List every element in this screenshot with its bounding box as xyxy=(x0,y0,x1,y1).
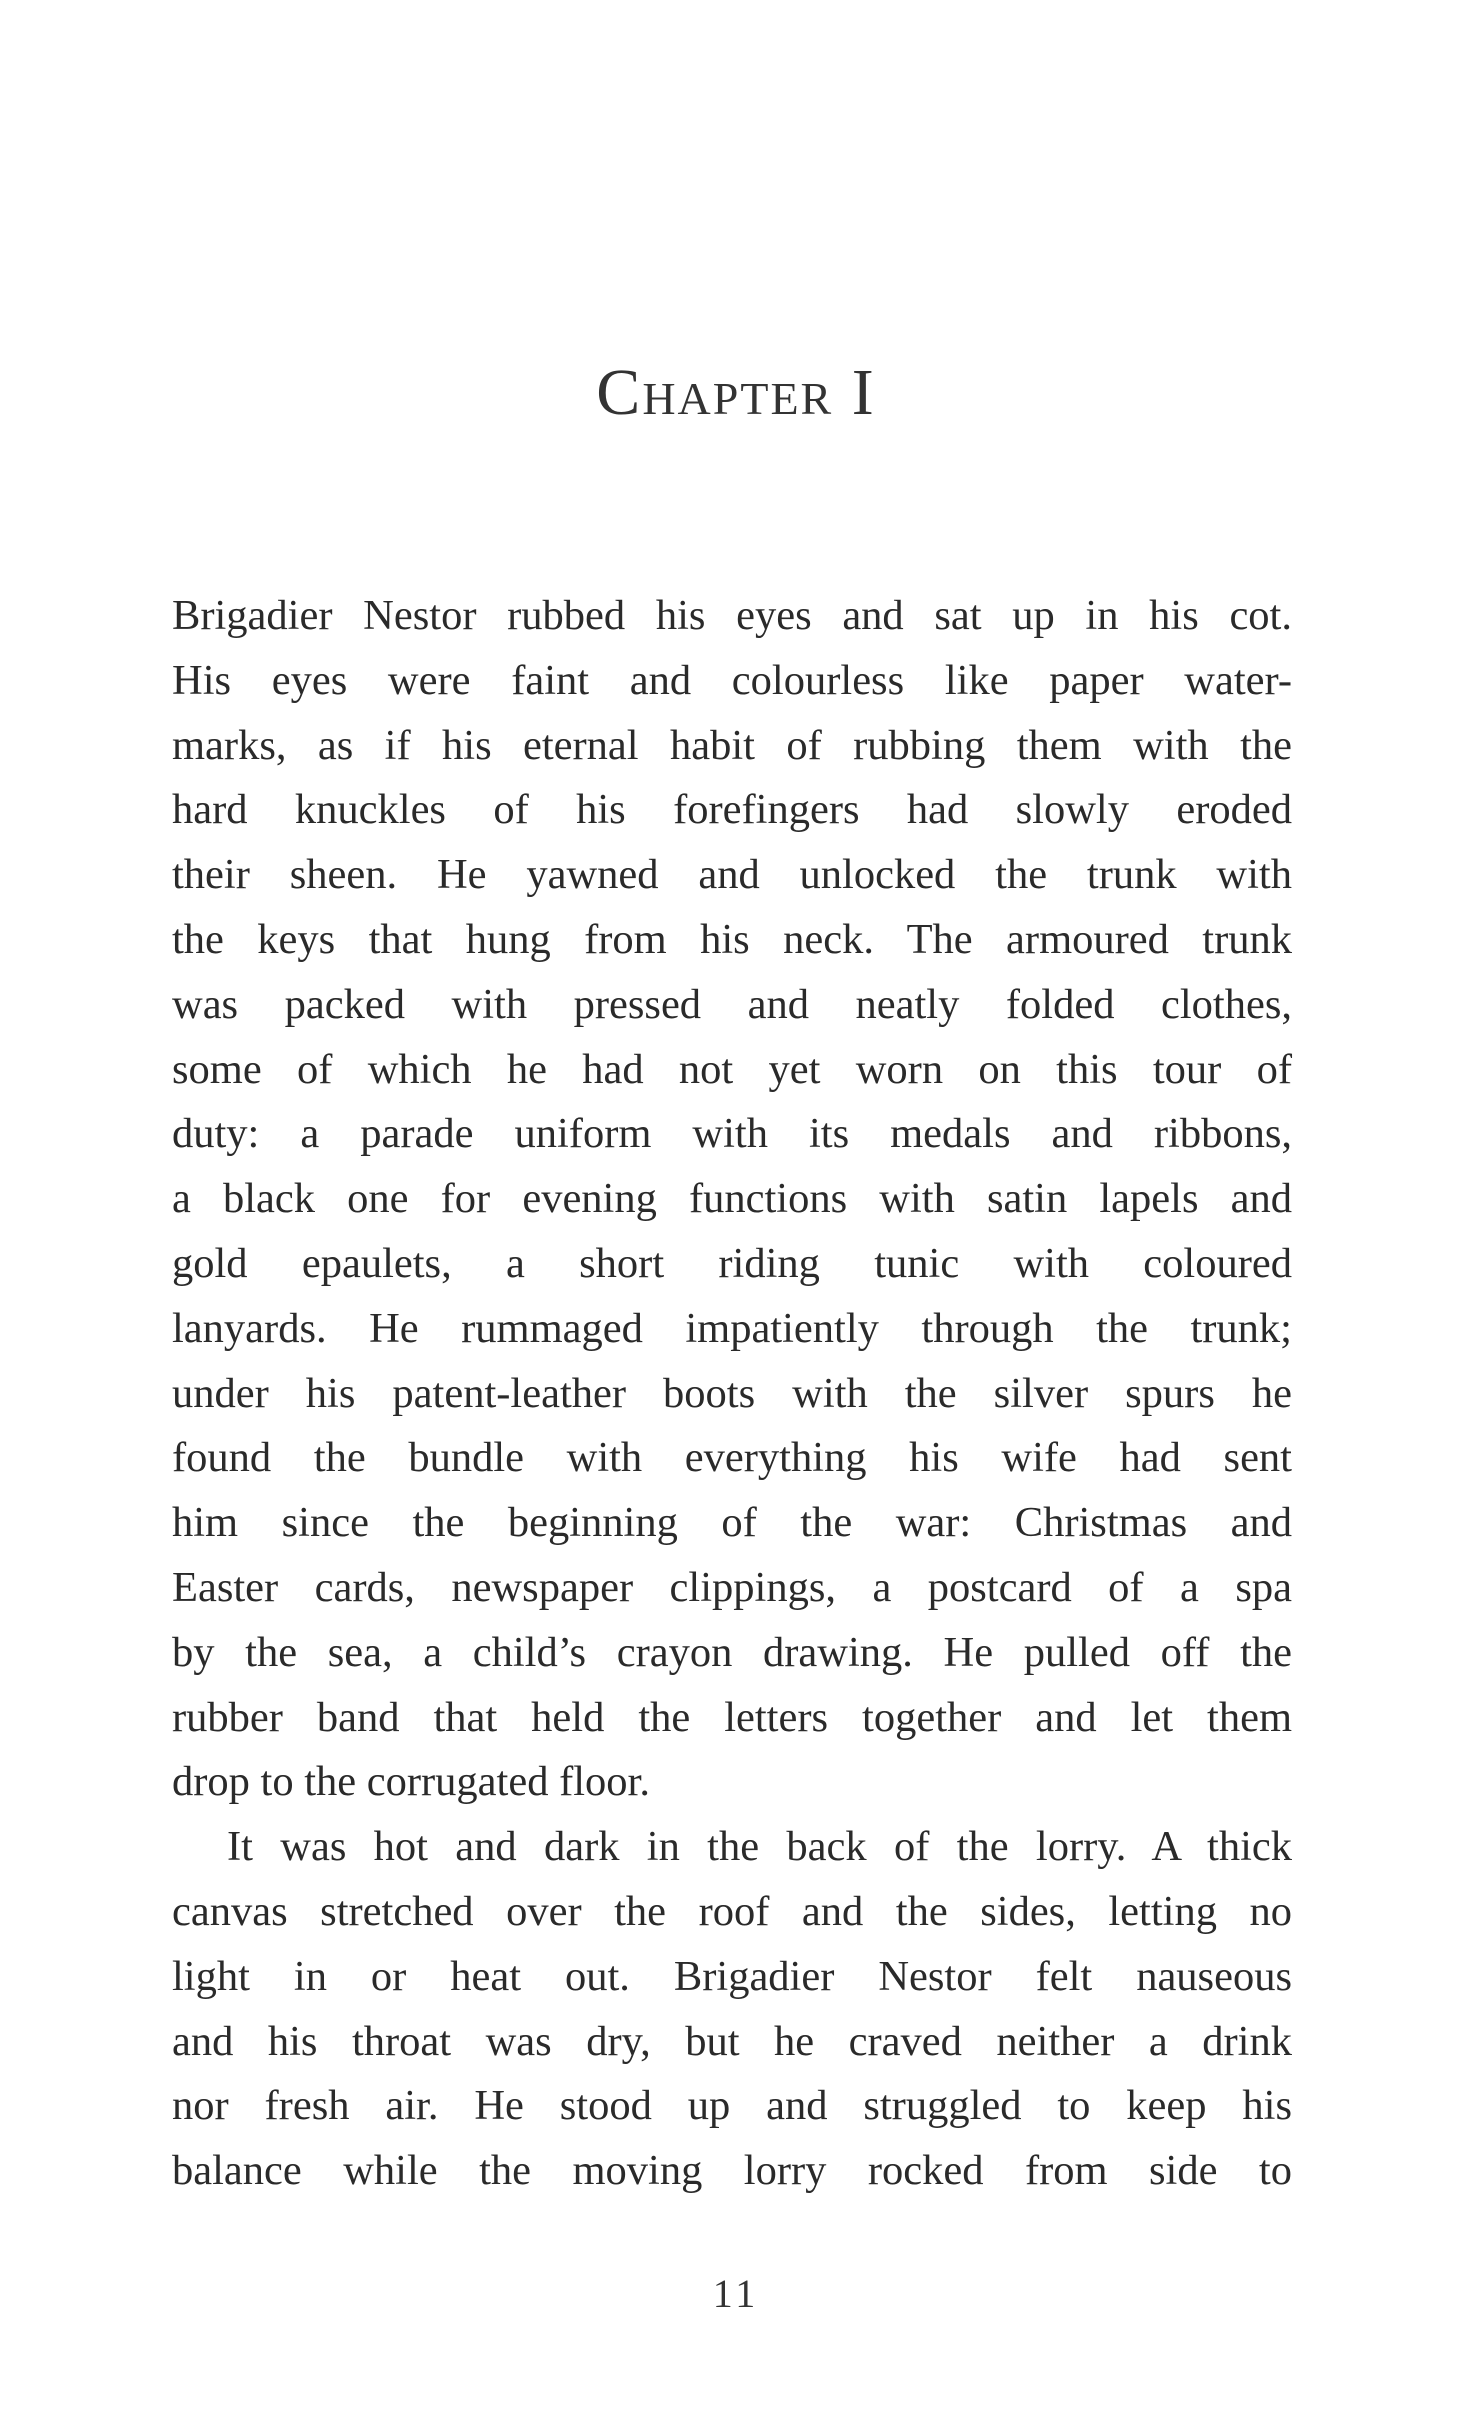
text-line: rubber band that held the letters together and let them xyxy=(172,1693,1292,1741)
text-line: Brigadier Nestor rubbed his eyes and sat up in his cot. xyxy=(172,592,1292,639)
text-line: was packed with pressed and neatly folded clothes, xyxy=(172,980,1292,1028)
text-line: lanyards. He rummaged impatiently through the trunk; xyxy=(172,1304,1292,1352)
text-line: gold epaulets, a short riding tunic with coloured xyxy=(172,1239,1292,1287)
text-line: under his patent-leather boots with the silver spurs he xyxy=(172,1369,1292,1417)
chapter-heading: Chapter I xyxy=(596,356,876,429)
text-line: light in or heat out. Brigadier Nestor felt nauseous xyxy=(172,1952,1292,2000)
text-line: It was hot and dark in the back of the lorry. A thick xyxy=(227,1823,1292,1871)
text-line: hard knuckles of his forefingers had slowly eroded xyxy=(172,786,1292,834)
text-line: Easter cards, newspaper clippings, a postcard of a spa xyxy=(172,1563,1292,1611)
text-line: their sheen. He yawned and unlocked the trunk with xyxy=(172,851,1292,899)
text-line: canvas stretched over the roof and the sides, letting no xyxy=(172,1887,1292,1935)
text-line: balance while the moving lorry rocked from side to xyxy=(172,2147,1292,2195)
text-line: His eyes were faint and colourless like paper water- xyxy=(172,656,1292,704)
text-line: marks, as if his eternal habit of rubbing them with the xyxy=(172,721,1292,769)
text-line: found the bundle with everything his wife had sent xyxy=(172,1434,1292,1482)
text-line: a black one for evening functions with satin lapels and xyxy=(172,1175,1292,1223)
text-line: and his throat was dry, but he craved neither a drink xyxy=(172,2017,1292,2065)
text-line: the keys that hung from his neck. The armoured trunk xyxy=(172,915,1292,963)
body-text xyxy=(172,584,1292,2204)
page-number: 11 xyxy=(712,2271,760,2316)
text-line: some of which he had not yet worn on this tour of xyxy=(172,1045,1292,1093)
text-line: duty: a parade uniform with its medals and ribbons, xyxy=(172,1110,1292,1158)
text-line: him since the beginning of the war: Christmas and xyxy=(172,1499,1292,1547)
text-line: by the sea, a child’s crayon drawing. He pulled off the xyxy=(172,1628,1292,1676)
text-line: drop to the corrugated floor. xyxy=(172,1758,650,1806)
text-line: nor fresh air. He stood up and struggled to keep his xyxy=(172,2082,1292,2130)
